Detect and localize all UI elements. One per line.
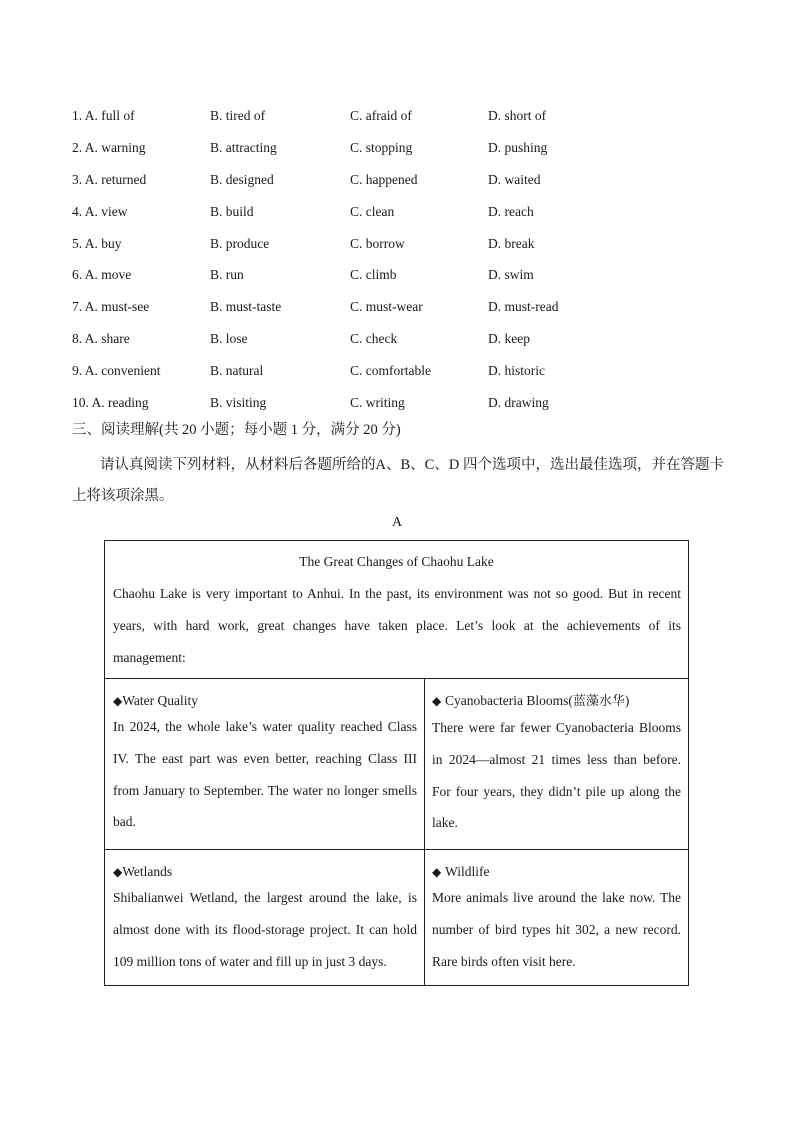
option-row — [72, 387, 712, 419]
wildlife-cell — [425, 850, 688, 985]
wildlife-heading: Wildlife — [445, 864, 490, 879]
option-a: 1. A. full of — [72, 107, 135, 123]
cyanobacteria-heading-chinese: 蓝藻水华 — [572, 694, 625, 709]
option-c: C. stopping — [350, 139, 413, 155]
cyanobacteria-heading: Cyanobacteria Blooms( — [445, 693, 573, 708]
option-row — [72, 323, 712, 355]
passage-label: A — [391, 515, 403, 530]
option-a: 5. A. buy — [72, 235, 122, 251]
option-c: C. writing — [350, 394, 405, 410]
option-row — [72, 259, 712, 291]
option-d: D. drawing — [488, 394, 549, 410]
option-a: 6. A. move — [72, 267, 132, 283]
option-b: B. tired of — [210, 107, 266, 123]
option-b: B. lose — [210, 331, 248, 347]
intro-text: Chaohu Lake is very important to Anhui. In the past, its environment was not so good. But in recent years, with hard work, great changes have taken place. Let’s look at the achievements of its management: — [113, 586, 681, 665]
wetlands-heading: Wetlands — [122, 864, 173, 879]
option-row — [72, 132, 712, 164]
option-d: D. break — [488, 235, 535, 251]
passage-intro — [105, 541, 688, 679]
cell-heading — [432, 691, 681, 712]
option-d: D. keep — [488, 331, 530, 347]
answer-options — [72, 100, 712, 419]
water-quality-cell — [105, 679, 425, 850]
wetlands-text: Shibalianwei Wetland, the largest around the lake, is almost done with its flood-storage project. It can hold 109 million tons of water and fill up in just 3 days. — [113, 890, 417, 969]
cyanobacteria-text: There were far fewer Cyanobacteria Blooms in 2024—almost 21 times less than before. For four years, they didn’t pile up along the lake. — [432, 720, 681, 831]
option-row — [72, 228, 712, 260]
option-a: 4. A. view — [72, 203, 128, 219]
diamond-bullet-icon: ◆ — [113, 865, 123, 879]
diamond-bullet-icon: ◆ — [432, 694, 446, 708]
option-d: D. pushing — [488, 139, 548, 155]
passage-title: The Great Changes of Chaohu Lake — [299, 554, 494, 569]
diamond-bullet-icon: ◆ — [432, 865, 446, 879]
option-row — [72, 355, 712, 387]
option-b: B. must-taste — [210, 299, 282, 315]
option-c: C. must-wear — [350, 299, 423, 315]
option-row — [72, 100, 712, 132]
option-b: B. produce — [210, 235, 270, 251]
wildlife-text: More animals live around the lake now. The number of bird types hit 302, a new record. Rare birds often visit here. — [432, 890, 681, 969]
instruction-text: 请认真阅读下列材料，从材料后各题所给的A、B、C、D 四个选项中，选出最佳选项，并在答题卡上将该项涂黑。 — [72, 457, 724, 504]
option-b: B. designed — [210, 171, 274, 187]
section-heading: 三、阅读理解(共 20 小题；每小题 1 分，满分 20 分) — [72, 422, 401, 438]
option-a: 3. A. returned — [72, 171, 147, 187]
option-a: 9. A. convenient — [72, 363, 161, 379]
option-c: C. borrow — [350, 235, 405, 251]
option-c: C. comfortable — [350, 363, 431, 379]
option-a: 7. A. must-see — [72, 299, 150, 315]
cell-heading — [432, 862, 681, 882]
option-a: 10. A. reading — [72, 394, 149, 410]
option-d: D. historic — [488, 363, 545, 379]
cyanobacteria-heading-close: ) — [624, 693, 630, 708]
diamond-bullet-icon: ◆ — [113, 694, 123, 708]
option-c: C. afraid of — [350, 107, 412, 123]
option-b: B. natural — [210, 363, 264, 379]
option-c: C. clean — [350, 203, 395, 219]
option-b: B. build — [210, 203, 254, 219]
water-quality-heading: Water Quality — [122, 693, 198, 708]
cell-heading — [113, 691, 417, 711]
option-a: 2. A. warning — [72, 139, 146, 155]
passage-box — [104, 540, 689, 986]
option-c: C. climb — [350, 267, 397, 283]
option-b: B. run — [210, 267, 244, 283]
wetlands-cell — [105, 850, 425, 985]
option-d: D. swim — [488, 267, 534, 283]
option-row — [72, 291, 712, 323]
cell-heading — [113, 862, 417, 882]
option-row — [72, 164, 712, 196]
cyanobacteria-cell — [425, 679, 688, 850]
option-b: B. visiting — [210, 394, 267, 410]
option-row — [72, 196, 712, 228]
option-c: C. check — [350, 331, 398, 347]
option-c: C. happened — [350, 171, 418, 187]
water-quality-text: In 2024, the whole lake’s water quality reached Class IV. The east part was even better, reaching Class III from January to September. The water no longer smells bad. — [113, 719, 417, 830]
option-d: D. must-read — [488, 299, 559, 315]
option-d: D. reach — [488, 203, 534, 219]
option-a: 8. A. share — [72, 331, 130, 347]
option-d: D. waited — [488, 171, 541, 187]
option-d: D. short of — [488, 107, 547, 123]
option-b: B. attracting — [210, 139, 277, 155]
